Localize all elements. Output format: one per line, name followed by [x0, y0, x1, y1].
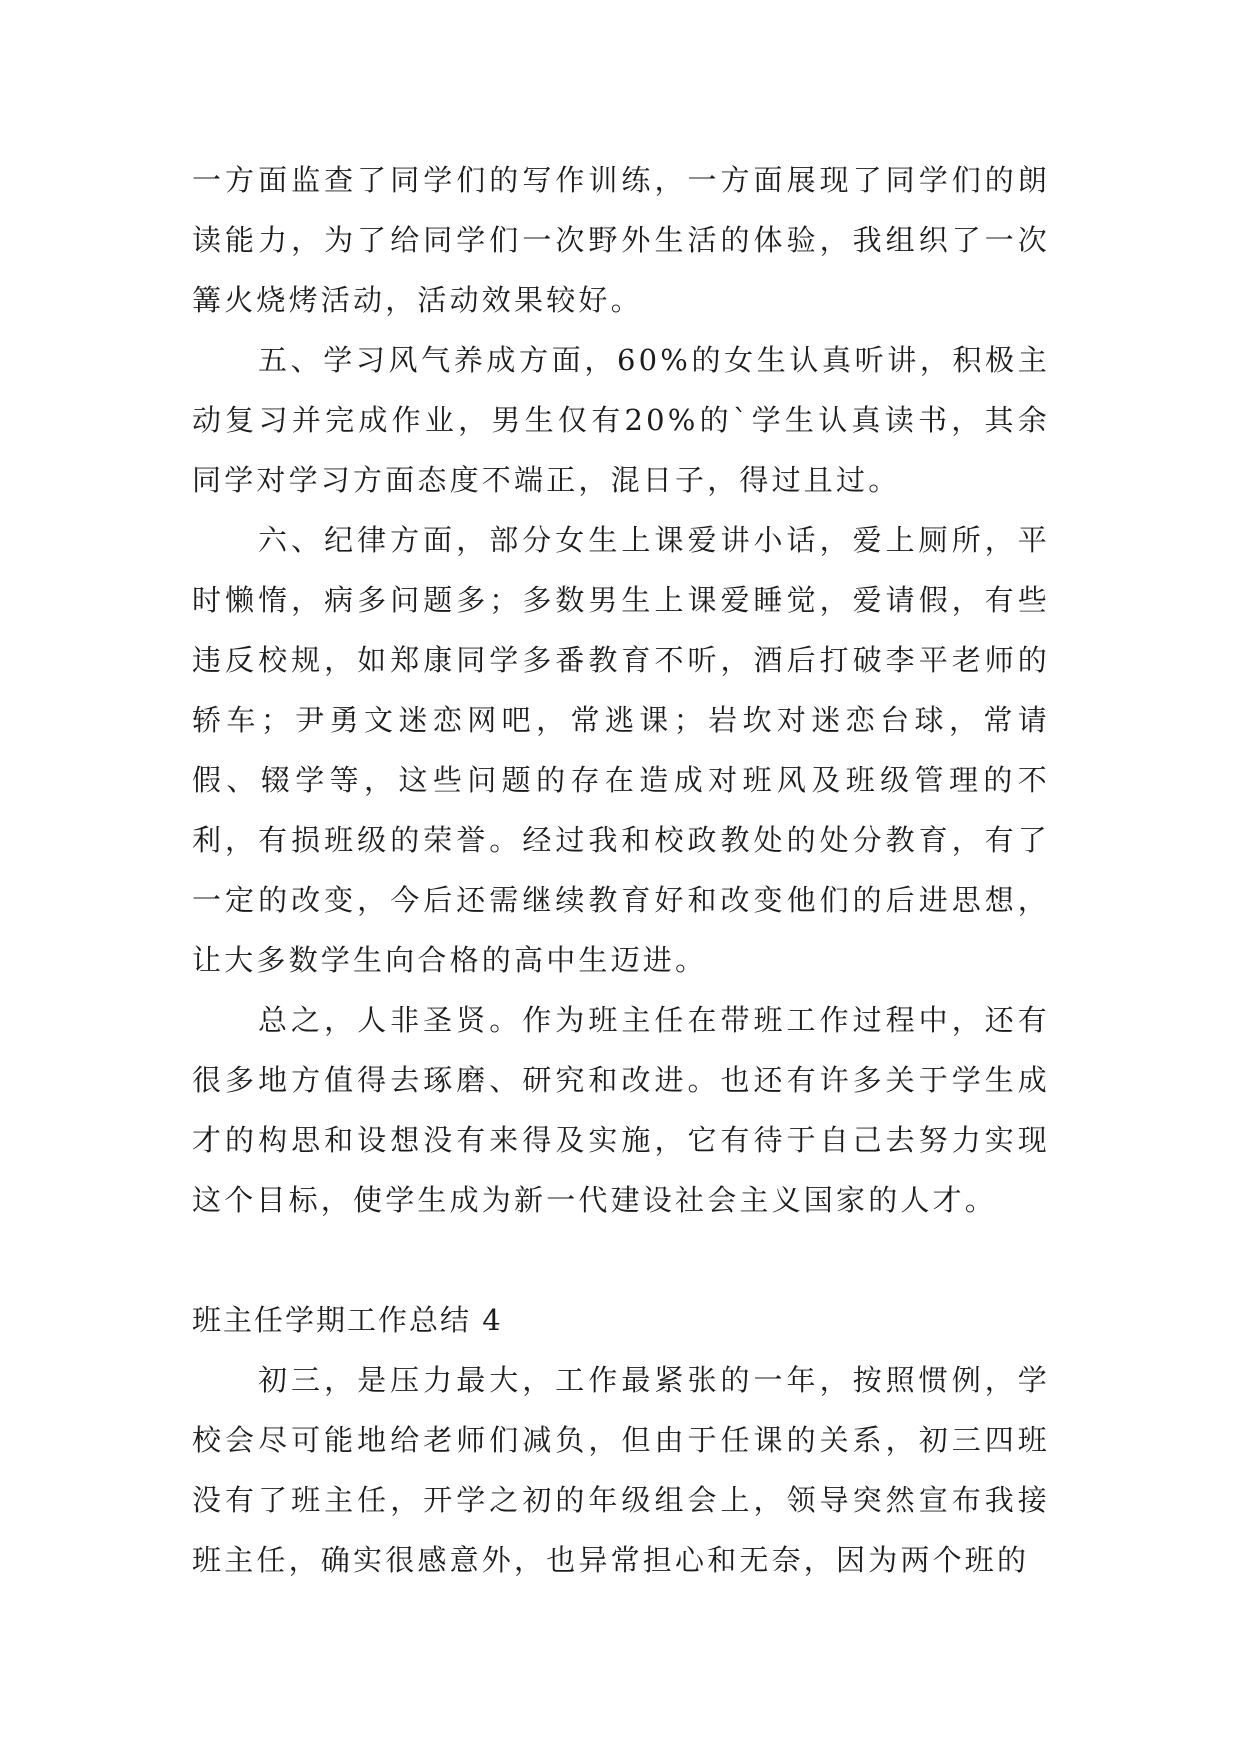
paragraph-continued: 一方面监查了同学们的写作训练，一方面展现了同学们的朗读能力，为了给同学们一次野外生活的体验，我组织了一次篝火烧烤活动，活动效果较好。 [192, 163, 1050, 317]
paragraph-conclusion: 总之，人非圣贤。作为班主任在带班工作过程中，还有很多地方值得去琢磨、研究和改进。也还有许多关于学生成才的构思和设想没有来得及实施，它有待于自己去努力实现这个目标，使学生成为新一代建设社会主义国家的人才。 [192, 1003, 1050, 1217]
paragraph-study-atmosphere: 五、学习风气养成方面，60%的女生认真听讲，积极主动复习并完成作业，男生仅有20%的`学生认真读书，其余同学对学习方面态度不端正，混日子，得过且过。 [192, 343, 1050, 497]
section-heading: 班主任学期工作总结 4 [192, 1303, 503, 1337]
paragraph-grade-nine: 初三，是压力最大，工作最紧张的一年，按照惯例，学校会尽可能地给老师们减负，但由于任课的关系，初三四班没有了班主任，开学之初的年级组会上，领导突然宣布我接班主任，确实很感意外，也异常担心和无奈，因为两个班的 [192, 1363, 1050, 1577]
document-body [192, 150, 1050, 1590]
paragraph-discipline: 六、纪律方面，部分女生上课爱讲小话，爱上厕所，平时懒惰，病多问题多；多数男生上课爱睡觉，爱请假，有些违反校规，如郑康同学多番教育不听，酒后打破李平老师的轿车；尹勇文迷恋网吧，常逃课；岩坎对迷恋台球，常请假、辍学等，这些问题的存在造成对班风及班级管理的不利，有损班级的荣誉。经过我和校政教处的处分教育，有了一定的改变，今后还需继续教育好和改变他们的后进思想，让大多数学生向合格的高中生迈进。 [192, 523, 1050, 977]
